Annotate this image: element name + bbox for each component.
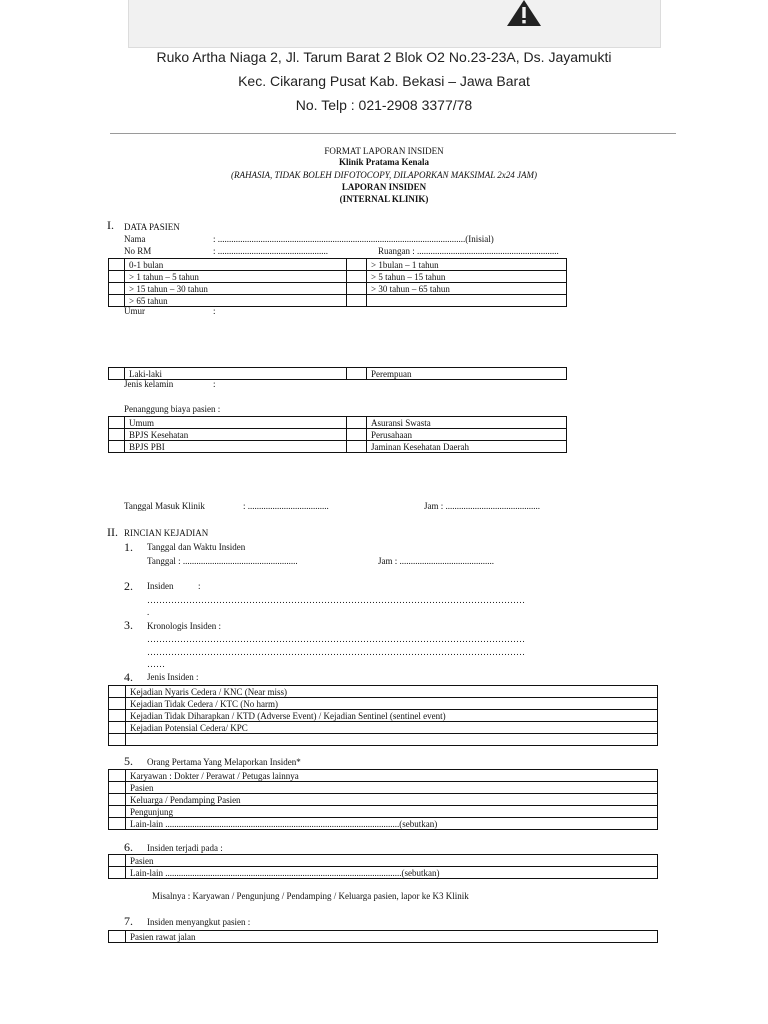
table-row [109, 429, 567, 441]
checkbox[interactable] [347, 295, 367, 307]
option-label: Asuransi Swasta [367, 417, 567, 429]
table-row [109, 931, 658, 943]
section-2-number: II. [107, 525, 118, 539]
section-1-heading: DATA PASIEN [124, 222, 180, 232]
insiden-field-end: . [147, 607, 150, 617]
checkbox[interactable] [109, 441, 125, 453]
checkbox[interactable] [347, 259, 367, 271]
option-label: Lain-lain ........................................................................................................(sebutkan) [126, 818, 658, 830]
address-line-1: Ruko Artha Niaga 2, Jl. Tarum Barat 2 Blok O2 No.23-23A, Ds. Jayamukti [156, 49, 612, 65]
option-label: > 30 tahun – 65 tahun [367, 283, 567, 295]
option-label: > 65 tahun [125, 295, 347, 307]
item-5-number: 5. [124, 754, 133, 768]
jenis-insiden-table [108, 685, 658, 746]
terjadi-pada-table [108, 854, 658, 879]
jam-field[interactable]: Jam : .......................................... [378, 556, 494, 566]
table-row [109, 734, 658, 746]
checkbox[interactable] [109, 782, 126, 794]
item-6-number: 6. [124, 840, 133, 854]
umur-table [108, 258, 567, 307]
form-title: FORMAT LAPORAN INSIDEN [324, 146, 444, 156]
gender-table [108, 367, 567, 380]
kronologis-field-line[interactable]: ……………………………………………………………………………………………………………… [147, 647, 525, 657]
table-row [109, 259, 567, 271]
nama-field[interactable]: : ..............................................................................................................(Inisial) [213, 234, 494, 244]
checkbox[interactable] [347, 271, 367, 283]
item-7-number: 7. [124, 914, 133, 928]
confidential-note: (RAHASIA, TIDAK BOLEH DIFOTOCOPY, DILAPORKAN MAKSIMAL 2x24 JAM) [230, 170, 538, 180]
checkbox[interactable] [109, 283, 125, 295]
checkbox[interactable] [347, 441, 367, 453]
option-label: Perusahaan [367, 429, 567, 441]
item-1-number: 1. [124, 540, 133, 554]
checkbox[interactable] [109, 806, 126, 818]
table-row [109, 710, 658, 722]
checkbox[interactable] [109, 734, 126, 746]
table-row [109, 417, 567, 429]
table-row [109, 770, 658, 782]
option-label: Pasien rawat jalan [126, 931, 658, 943]
table-row [109, 441, 567, 453]
option-label: Kejadian Potensial Cedera/ KPC [126, 722, 658, 734]
gender-label: Jenis kelamin [124, 379, 174, 389]
payer-table [108, 416, 567, 453]
checkbox[interactable] [109, 710, 126, 722]
option-label: Jaminan Kesehatan Daerah [367, 441, 567, 453]
kronologis-field-line[interactable]: ……………………………………………………………………………………………………………… [147, 634, 525, 644]
checkbox[interactable] [109, 271, 125, 283]
checkbox[interactable] [109, 698, 126, 710]
phone-line: No. Telp : 021-2908 3377/78 [295, 97, 473, 113]
option-label: Kejadian Nyaris Cedera / KNC (Near miss) [126, 686, 658, 698]
option-label: BPJS Kesehatan [125, 429, 347, 441]
kronologis-field-line[interactable]: …… [147, 659, 165, 669]
option-label: > 15 tahun – 30 tahun [125, 283, 347, 295]
checkbox[interactable] [109, 855, 126, 867]
checkbox[interactable] [109, 429, 125, 441]
nama-label: Nama [124, 234, 146, 244]
checkbox[interactable] [347, 283, 367, 295]
option-label [126, 734, 658, 746]
checkbox[interactable] [109, 794, 126, 806]
jam-masuk-field[interactable]: Jam : .......................................... [424, 501, 540, 511]
table-row [109, 271, 567, 283]
report-title: LAPORAN INSIDEN [341, 182, 427, 192]
tanggal-field[interactable]: Tanggal : ................................................... [147, 556, 298, 566]
checkbox[interactable] [109, 722, 126, 734]
checkbox[interactable] [109, 686, 126, 698]
insiden-field[interactable]: ……………………………………………………………………………………………………………… [147, 595, 525, 605]
table-row [109, 794, 658, 806]
item-2-number: 2. [124, 579, 133, 593]
table-row [109, 698, 658, 710]
option-label: Kejadian Tidak Cedera / KTC (No harm) [126, 698, 658, 710]
option-label: Kejadian Tidak Diharapkan / KTD (Adverse Event) / Kejadian Sentinel (sentinel event) [126, 710, 658, 722]
tgl-masuk-field[interactable]: : .................................... [243, 501, 329, 511]
item-3-label: Kronologis Insiden : [147, 621, 221, 631]
item-5-label: Orang Pertama Yang Melaporkan Insiden* [147, 757, 301, 767]
payer-label: Penanggung biaya pasien : [124, 404, 221, 414]
checkbox[interactable] [347, 368, 367, 380]
checkbox[interactable] [109, 867, 126, 879]
option-label: Karyawan : Dokter / Perawat / Petugas lainnya [126, 770, 658, 782]
warning-icon [505, 0, 543, 28]
item-4-number: 4. [124, 670, 133, 684]
table-row [109, 782, 658, 794]
option-label: Laki-laki [125, 368, 347, 380]
option-label: Pasien [126, 782, 658, 794]
option-label: Pengunjung [126, 806, 658, 818]
umur-label: Umur [124, 306, 145, 316]
header-divider [110, 133, 676, 134]
option-label: Pasien [126, 855, 658, 867]
section-2-heading: RINCIAN KEJADIAN [124, 528, 209, 538]
table-row [109, 283, 567, 295]
item-2-label: Insiden [147, 581, 174, 591]
misalnya-note: Misalnya : Karyawan / Pengunjung / Pendamping / Keluarga pasien, lapor ke K3 Klinik [152, 891, 469, 901]
report-subtitle: (INTERNAL KLINIK) [339, 194, 429, 204]
checkbox[interactable] [109, 770, 126, 782]
table-row [109, 686, 658, 698]
option-label: > 1bulan – 1 tahun [367, 259, 567, 271]
checkbox[interactable] [109, 931, 126, 943]
table-row [109, 867, 658, 879]
option-label: Umum [125, 417, 347, 429]
item-1-label: Tanggal dan Waktu Insiden [147, 542, 246, 552]
logo-placeholder [128, 0, 661, 48]
option-label: Perempuan [367, 368, 567, 380]
option-label: Keluarga / Pendamping Pasien [126, 794, 658, 806]
item-7-label: Insiden menyangkut pasien : [147, 917, 251, 927]
table-row [109, 855, 658, 867]
clinic-name: Klinik Pratama Kenala [339, 157, 429, 167]
table-row [109, 295, 567, 307]
checkbox[interactable] [347, 429, 367, 441]
item-6-label: Insiden terjadi pada : [147, 843, 223, 853]
option-label: 0-1 bulan [125, 259, 347, 271]
checkbox[interactable] [109, 818, 126, 830]
norm-label: No RM [124, 246, 152, 256]
checkbox[interactable] [347, 417, 367, 429]
pelapor-table [108, 769, 658, 830]
option-label: Lain-lain .........................................................................................................(sebutkan) [126, 867, 658, 879]
option-label: > 1 tahun – 5 tahun [125, 271, 347, 283]
section-1-number: I. [107, 218, 114, 232]
item-4-label: Jenis Insiden : [147, 672, 199, 682]
table-row [109, 368, 567, 380]
checkbox[interactable] [109, 417, 125, 429]
checkbox[interactable] [109, 368, 125, 380]
checkbox[interactable] [109, 295, 125, 307]
item-3-number: 3. [124, 618, 133, 632]
gender-colon: : [213, 379, 216, 389]
checkbox[interactable] [109, 259, 125, 271]
option-label [367, 295, 567, 307]
ruangan-field[interactable]: Ruangan : ............................................................... [378, 246, 559, 256]
table-row [109, 722, 658, 734]
address-line-2: Kec. Cikarang Pusat Kab. Bekasi – Jawa Barat [238, 73, 530, 89]
option-label: BPJS PBI [125, 441, 347, 453]
option-label: > 5 tahun – 15 tahun [367, 271, 567, 283]
table-row [109, 818, 658, 830]
umur-colon: : [213, 306, 216, 316]
insiden-colon: : [198, 581, 201, 591]
table-row [109, 806, 658, 818]
menyangkut-pasien-table [108, 930, 658, 943]
tgl-masuk-label: Tanggal Masuk Klinik [124, 501, 205, 511]
norm-field[interactable]: : ................................................. [213, 246, 329, 256]
